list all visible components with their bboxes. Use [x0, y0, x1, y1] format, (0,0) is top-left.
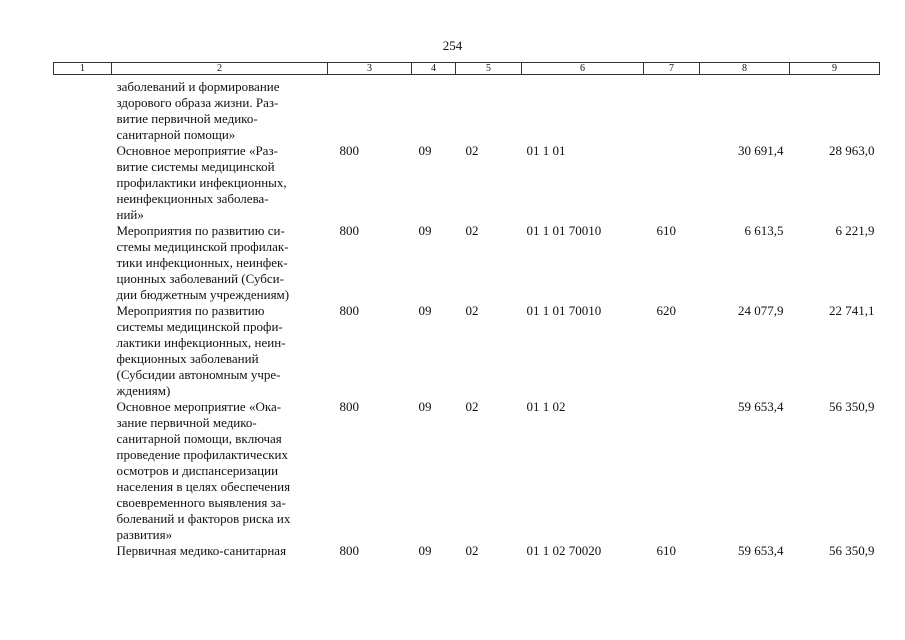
amount-year-1-cell: 59 653,4: [738, 399, 784, 414]
subsection-code-cell: 02: [465, 223, 479, 238]
amount-year-1-cell: 6 613,5: [744, 223, 784, 238]
column-header-1: 1: [54, 63, 112, 75]
column-header-8: 8: [700, 63, 790, 75]
target-article-cell: 01 1 01 70010: [526, 223, 602, 238]
expense-type-cell: [644, 143, 700, 223]
item-name-cell: Мероприятия по развитию системы медицинской профи- лактики инфекционных, неин- фекционных заболеваний (Субсидии автономным учре- ждениям): [116, 303, 286, 398]
subsection-code-cell: [456, 75, 522, 144]
row-number-cell: [54, 143, 112, 223]
ministry-code-cell: 800: [339, 399, 359, 414]
target-article-cell: 01 1 02: [526, 399, 566, 414]
table-row: [54, 223, 880, 303]
column-header-9: 9: [790, 63, 880, 75]
target-article-cell: 01 1 02 70020: [526, 543, 602, 558]
section-code-cell: 09: [418, 143, 432, 158]
expense-type-cell: [644, 75, 700, 144]
target-article-cell: [522, 75, 644, 144]
row-number-cell: [54, 223, 112, 303]
row-number-cell: [54, 303, 112, 399]
ministry-code-cell: 800: [339, 543, 359, 558]
amount-year-2-cell: 28 963,0: [829, 143, 875, 158]
amount-year-2-cell: 22 741,1: [829, 303, 875, 318]
column-header-6: 6: [522, 63, 644, 75]
page-number: 254: [442, 38, 463, 53]
row-number-cell: [54, 543, 112, 559]
item-name-cell: Первичная медико-санитарная: [116, 543, 287, 558]
item-name-cell: Основное мероприятие «Раз- витие системы медицинской профилактики инфекционных, неинфекционных заболева- ний»: [116, 143, 287, 222]
column-header-3: 3: [328, 63, 412, 75]
target-article-cell: 01 1 01 70010: [526, 303, 602, 318]
table-row: [54, 399, 880, 543]
section-code-cell: [412, 75, 456, 144]
amount-year-2-cell: 56 350,9: [829, 399, 875, 414]
expense-type-cell: 610: [656, 543, 676, 558]
amount-year-2-cell: 56 350,9: [829, 543, 875, 558]
item-name-cell: заболеваний и формирование здорового образа жизни. Раз- витие первичной медико- санитарной помощи»: [116, 79, 280, 142]
row-number-cell: [54, 399, 112, 543]
section-code-cell: 09: [418, 399, 432, 414]
column-header-2: 2: [112, 63, 328, 75]
amount-year-2-cell: [790, 75, 880, 144]
column-header-5: 5: [456, 63, 522, 75]
ministry-code-cell: 800: [339, 303, 359, 318]
expense-type-cell: 610: [656, 223, 676, 238]
budget-table: [53, 62, 880, 559]
section-code-cell: 09: [418, 303, 432, 318]
expense-type-cell: 620: [656, 303, 676, 318]
row-number-cell: [54, 75, 112, 144]
column-header-7: 7: [644, 63, 700, 75]
amount-year-1-cell: 24 077,9: [738, 303, 784, 318]
subsection-code-cell: 02: [465, 143, 479, 158]
expense-type-cell: [644, 399, 700, 543]
table-row: [54, 303, 880, 399]
item-name-cell: Основное мероприятие «Ока- зание первичной медико- санитарной помощи, включая проведение профилактических осмотров и диспансеризации населения в целях обеспечения своевременного выявления за- болеваний и факторов риска их развития»: [116, 399, 291, 542]
amount-year-1-cell: 59 653,4: [738, 543, 784, 558]
ministry-code-cell: 800: [339, 223, 359, 238]
ministry-code-cell: [328, 75, 412, 144]
ministry-code-cell: 800: [339, 143, 359, 158]
subsection-code-cell: 02: [465, 303, 479, 318]
subsection-code-cell: 02: [465, 399, 479, 414]
item-name-cell: Мероприятия по развитию си- стемы медицинской профилак- тики инфекционных, неинфек- ционных заболеваний (Субси- дии бюджетным учреждениям): [116, 223, 290, 302]
section-code-cell: 09: [418, 543, 432, 558]
amount-year-1-cell: [700, 75, 790, 144]
target-article-cell: 01 1 01: [526, 143, 566, 158]
column-number-header-row: [54, 63, 880, 75]
amount-year-1-cell: 30 691,4: [738, 143, 784, 158]
table-row: [54, 543, 880, 559]
column-header-4: 4: [412, 63, 456, 75]
amount-year-2-cell: 6 221,9: [835, 223, 875, 238]
table-row: [54, 75, 880, 144]
table-row: [54, 143, 880, 223]
subsection-code-cell: 02: [465, 543, 479, 558]
section-code-cell: 09: [418, 223, 432, 238]
